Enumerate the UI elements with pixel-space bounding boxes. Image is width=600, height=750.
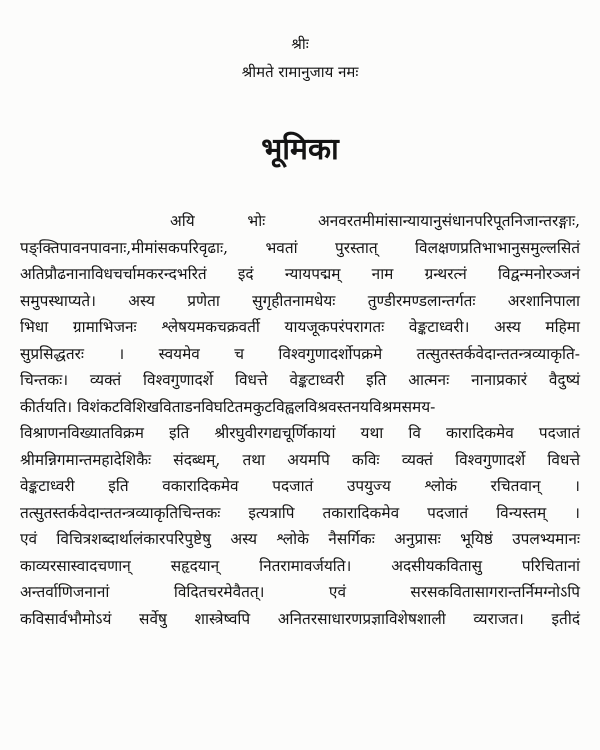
text-line: पङ्क्तिपावनपावनाः,मीमांसकपरिवृढाः, भवतां पुरस्तात् विलक्षणप्रतिभाभानुसमुल्लसितं: [20, 238, 580, 257]
text-line: सुप्रसिद्धतरः । स्वयमेव च विश्वगुणादर्शोपक्रमे तत्सुतस्तर्कवेदान्ततन्त्रव्याकृति-: [20, 344, 580, 363]
text-line: श्रीमन्निगमान्तमहादेशिकैः संदब्धम्, तथा अयमपि कविः व्यक्तं विश्वगुणादर्शे विधत्ते: [20, 450, 580, 469]
text-line: वेङ्कटाध्वरी इति वकारादिकमेव पदजातं उपयुज्य श्लोकं रचितवान् ।: [20, 477, 580, 495]
page-title: भूमिका: [261, 132, 339, 167]
text-line: भिधा ग्रामाभिजनः श्लेषयमकचक्रवर्ती यायजूकपरंपरागतः वेङ्कटाध्वरी। अस्य महिमा: [20, 318, 580, 336]
invocation-ramanuja: श्रीमते रामानुजाय नमः: [241, 63, 359, 81]
text-line: काव्यरसास्वादचणान् सहृदयान् नितरामावर्जयति। अदसीयकवितासु परिचितानां: [20, 556, 580, 575]
text-line: समुपस्थाप्यते। अस्य प्रणेता सुगृहीतनामधेयः तुण्डीरमण्डलान्तर्गतः अरशानिपाला: [20, 291, 580, 310]
text-line: कविसार्वभौमोऽयं सर्वेषु शास्त्रेष्वपि अनितरसाधारणप्रज्ञाविशेषशाली व्यराजत। इतीदं: [20, 609, 580, 628]
text-line: अतिप्रौढनानाविधचर्चामकरन्दभरितं इदं न्यायपद्मम् नाम ग्रन्थरत्नं विद्वन्मनोरञ्जनं: [20, 265, 580, 283]
text-line: तत्सुतस्तर्कवेदान्ततन्त्रव्याकृतिचिन्तकः इत्यत्रापि तकारादिकमेव पदजातं विन्यस्तम् ।: [20, 503, 580, 522]
text-line: अन्तर्वाणिजनानां विदितचरमेवैतत्। एवं सरसकवितासागरान्तर्निमग्नोऽपि: [20, 583, 580, 601]
text-line: अयि भोः अनवरतमीमांसान्यायानुसंधानपरिपूतनिजान्तरङ्गाः,: [170, 212, 580, 230]
invocation-shri: श्रीः: [291, 35, 309, 53]
text-line: कीर्तयति। विशंकटविशिखविताडनविघटितमकुटविह्वलविश्रवस्तनयविश्रमसमय-: [20, 397, 436, 416]
text-line: विश्राणनविख्यातविक्रम इति श्रीरघुवीरगद्यचूर्णिकायां यथा वि कारादिकमेव पदजातं: [20, 424, 580, 442]
text-line: चिन्तकः। व्यक्तं विश्वगुणादर्शे विधत्ते वेङ्कटाध्वरी इति आत्मनः नानाप्रकारं वैदुष्यं: [20, 371, 580, 389]
body-text: [20, 208, 580, 632]
text-line: एवं विचित्रशब्दार्थालंकारपरिपुष्टेषु अस्य श्लोके नैसर्गिकः अनुप्रासः भूयिष्ठं उपलभ्यमानः: [20, 530, 580, 548]
